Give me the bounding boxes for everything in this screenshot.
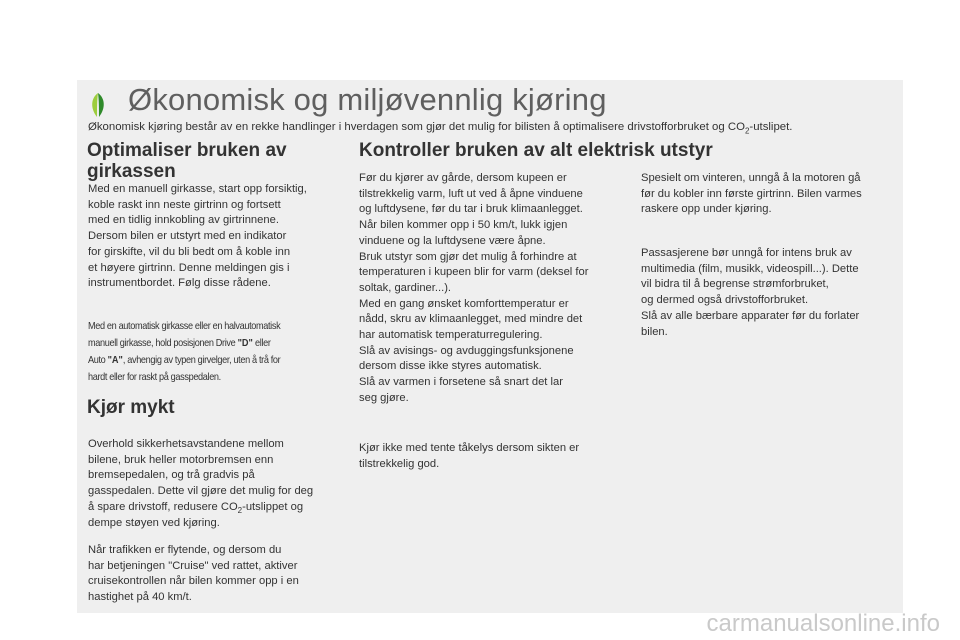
intro-text: Økonomisk kjøring består av en rekke handlinger i hverdagen som gjør det mulig for bilisten å optimalisere drivstofforbruket og $CO_2$-utslipet. — [88, 121, 793, 136]
watermark: carmanualsonline.info — [706, 610, 940, 637]
passengers-paragraph: Passasjerene bør unngå for intens bruk av multimedia (film, musikk, videospill...). Dette vil bidra til å begrense strømforbruket, og dermed også drivstofforbruket. Slå av alle bærbare apparater før du forlater bilen. — [641, 247, 860, 338]
automatic-gearbox-note: Med en automatisk girkasse eller en halvautomatisk manuell girkasse, hold posisjonen Drive "D" eller Auto "A", avhengig av typen girvelger, uten å trå for hardt eller for raskt på gasspedalen. — [88, 321, 281, 383]
gearbox-paragraph: Med en manuell girkasse, start opp forsiktig, koble raskt inn neste girtrinn og fortsett med en tidlig innkobling av girtrinnene. Dersom bilen er utstyrt med en indikator for girskifte, vil du bli bedt om å koble inn et høyere girtrinn. Denne meldingen gis i instrumentbordet. Følg disse rådene. — [88, 183, 307, 290]
electrical-paragraph: Før du kjører av gårde, dersom kupeen er tilstrekkelig varm, luft ut ved å åpne vinduene og luftdysene, før du tar i bruk klimaanlegget. Når bilen kommer opp i 50 km/t, lukk igjen vinduene og la luftdysene være åpne. Bruk utstyr som gjør det mulig å forhindre at temperaturen i kupeen blir for varm (deksel for soltak, gardiner...). Med en gang ønsket komforttemperatur er nådd, skru av klimaanlegget, med mindre det har automatisk temperaturregulering. Slå av avisings- og avduggingsfunksjonene dersom disse ikke styres automatisk. Slå av varmen i forsetene så snart det lar seg gjøre. — [359, 172, 589, 404]
section-heading-gearbox: Optimaliser bruken av girkassen — [87, 140, 287, 182]
cruise-paragraph: Når trafikken er flytende, og dersom du har betjeningen "Cruise" ved rattet, aktiver cruisekontrollen når bilen kommer opp i en hastighet på 40 km/t. — [88, 544, 299, 604]
section-heading-electrical: Kontroller bruken av alt elektrisk utstyr — [359, 140, 713, 161]
fog-lights-paragraph: Kjør ikke med tente tåkelys dersom sikten er tilstrekkelig god. — [359, 442, 580, 470]
page-title: Økonomisk og miljøvennlig kjøring — [128, 82, 607, 117]
leaf-icon — [88, 92, 108, 118]
winter-paragraph: Spesielt om vinteren, unngå å la motoren gå før du kobler inn første girtrinn. Bilen varmes raskere opp under kjøring. — [641, 172, 862, 216]
drive-smooth-paragraph: Overhold sikkerhetsavstandene mellom bilene, bruk heller motorbremsen enn bremsepedalen, og trå gradvis på gasspedalen. Dette vil gjøre det mulig for deg å spare drivstoff, redusere $CO_2$-utslippet og dempe støyen ved kjøring. — [88, 438, 314, 529]
section-heading-drive-smooth: Kjør mykt — [87, 397, 175, 418]
